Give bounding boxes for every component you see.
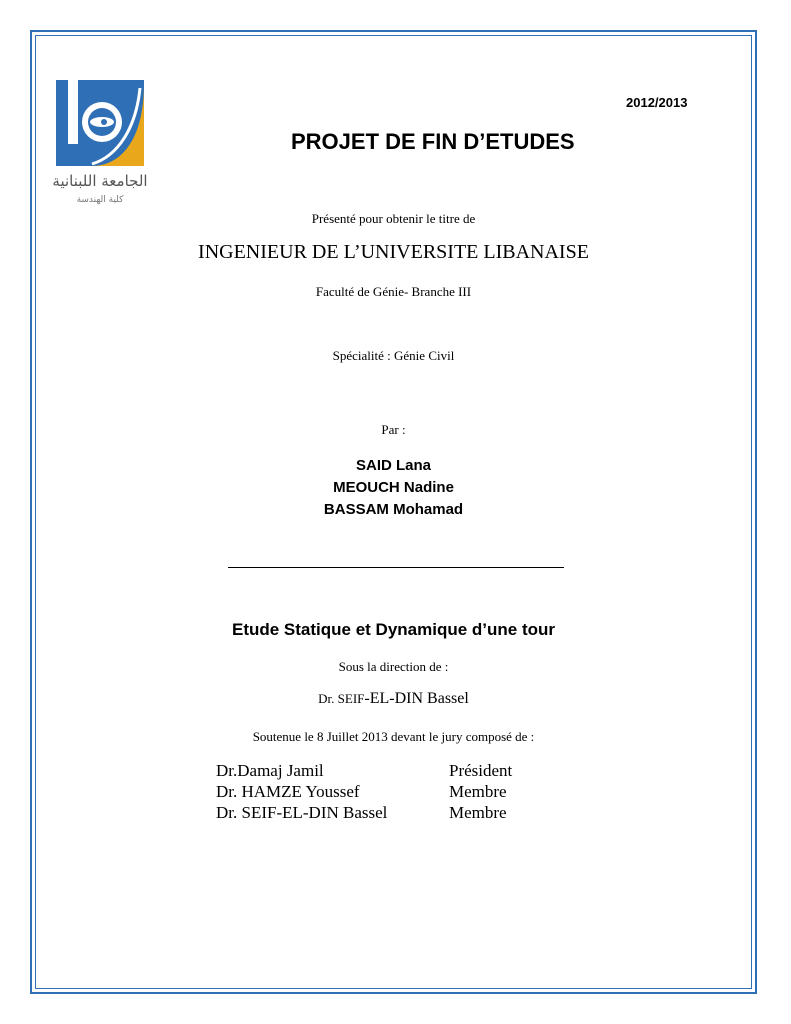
supervisor-prefix: Dr. SEIF [318,691,365,706]
faculty-name: Faculté de Génie- Branche III [315,284,472,299]
defense-info: Soutenue le 8 Juillet 2013 devant le jury composé de : [252,729,535,744]
presentation-intro: Présenté pour obtenir le titre de [311,211,476,226]
jury-name: Dr. SEIF-EL-DIN Bassel [216,803,388,822]
jury-name: Dr. HAMZE Youssef [216,782,360,801]
author-name: SAID Lana [355,457,431,474]
lebanese-university-logo-icon [52,78,152,206]
degree-title: INGENIEUR DE L’UNIVERSITE LIBANAISE [198,241,589,263]
supervisor [36,690,751,708]
logo-arabic-name: الجامعة اللبنانية [52,172,148,190]
jury-name: Dr.Damaj Jamil [216,761,324,780]
supervisor-name: -EL-DIN Bassel [364,690,469,707]
logo-arabic-faculty: كلية الهندسة [76,195,124,205]
direction-label: Sous la direction de : [338,659,449,674]
author-name: BASSAM Mohamad [323,501,464,518]
jury-role: Président [449,761,513,780]
project-subject: Etude Statique et Dynamique d’une tour [231,620,556,639]
academic-year: 2012/2013 [626,95,688,110]
separator-line [228,567,564,568]
by-label: Par : [381,422,406,437]
university-logo [52,78,152,206]
specialty: Spécialité : Génie Civil [332,348,455,363]
page-title: PROJET DE FIN D’ETUDES [291,129,575,154]
jury-role: Membre [449,782,507,801]
author-name: MEOUCH Nadine [333,479,454,496]
jury-role: Membre [449,803,507,822]
